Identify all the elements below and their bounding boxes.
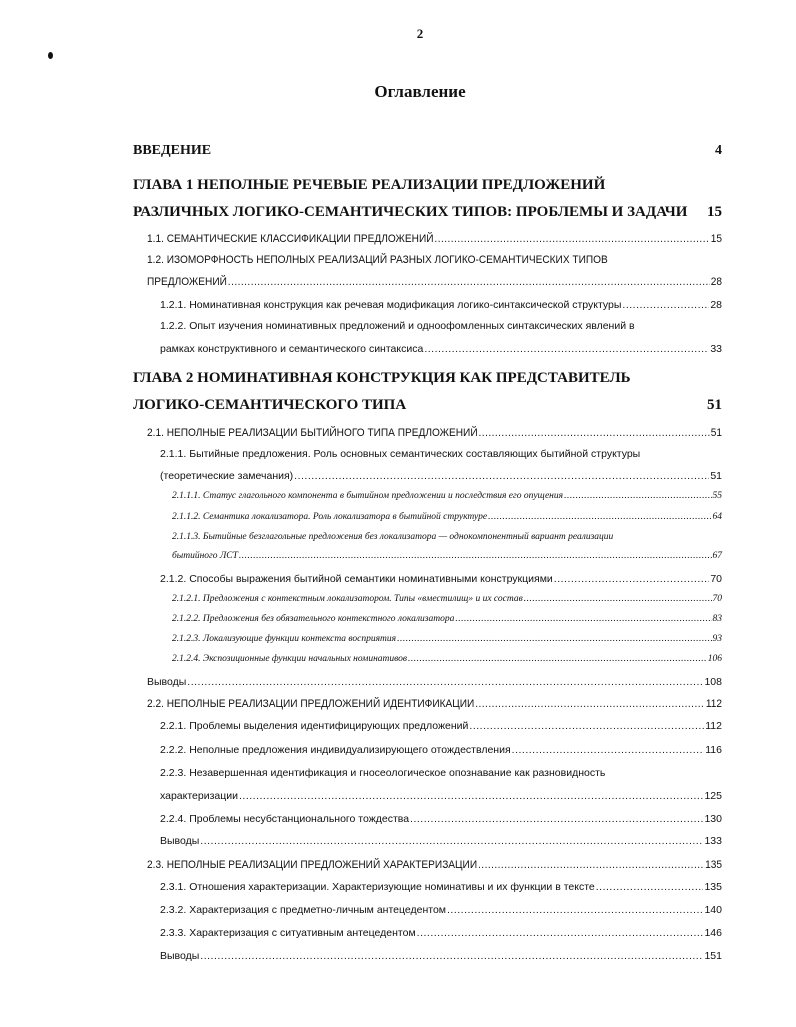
toc-entry-text: 2.1.1.2. Семантика локализатора. Роль локализатора в бытийной структуре: [172, 512, 488, 522]
toc-entry: [147, 699, 722, 710]
toc-entry-text: 1.2.2. Опыт изучения номинативных предложений и одноофомленных синтаксических явлений в: [160, 320, 635, 332]
toc-entry-text: ВВЕДЕНИЕ: [133, 143, 212, 158]
dot-leader: [596, 882, 704, 893]
toc-page-number: 15: [710, 233, 722, 245]
toc-entry-text: (теоретические замечания): [160, 470, 294, 482]
toc-entry: [147, 677, 722, 688]
toc-entry-text: Выводы: [160, 950, 200, 962]
toc-entry: [172, 552, 722, 562]
dot-leader: [239, 552, 712, 562]
toc-page-number: 112: [705, 720, 722, 732]
toc-page-number: 51: [710, 427, 722, 439]
toc-entry-text: 1.2.1. Номинативная конструкция как речевая модификация логико-синтаксической структуры: [160, 299, 622, 311]
toc-entry: [160, 300, 722, 311]
toc-entry-text: бытийного ЛСТ: [172, 551, 238, 561]
toc-entry: [160, 344, 722, 355]
toc-entry: [160, 321, 722, 332]
toc-entry: [147, 255, 722, 266]
toc-entry: [160, 768, 722, 779]
dot-leader: [455, 615, 711, 625]
dot-leader: [469, 721, 704, 732]
toc-page-number: 133: [704, 835, 722, 847]
toc-entry: [160, 951, 722, 962]
toc-entry-text: 2.2.4. Проблемы несубстанционального тождества: [160, 813, 410, 825]
toc-entry-text: 2.3.3. Характеризация с ситуативным антецедентом: [160, 927, 416, 939]
dot-leader: [512, 745, 705, 756]
dot-leader: [228, 277, 710, 288]
toc-entry-text: 2.1.2.2. Предложения без обязательного контекстного локализатора: [172, 614, 455, 624]
toc-entry-text: Выводы: [147, 676, 187, 688]
toc-page-number: 67: [712, 551, 722, 561]
dot-leader: [554, 574, 710, 585]
dot-leader: [564, 492, 711, 502]
toc-entry-text: 2.1. НЕПОЛНЫЕ РЕАЛИЗАЦИИ БЫТИЙНОГО ТИПА ПРЕДЛОЖЕНИЙ: [147, 427, 478, 439]
toc-entry: [160, 574, 722, 585]
dot-leader: [488, 513, 711, 523]
dot-leader: [524, 595, 712, 605]
toc-entry-text: 2.2. НЕПОЛНЫЕ РЕАЛИЗАЦИИ ПРЕДЛОЖЕНИЙ ИДЕНТИФИКАЦИИ: [147, 698, 475, 710]
dot-leader: [397, 635, 711, 645]
toc-entry-text: 1.2. ИЗОМОРФНОСТЬ НЕПОЛНЫХ РЕАЛИЗАЦИЙ РАЗНЫХ ЛОГИКО-СЕМАНТИЧЕСКИХ ТИПОВ: [147, 254, 608, 266]
scan-speck: [48, 52, 53, 59]
toc-entry-text: 2.3. НЕПОЛНЫЕ РЕАЛИЗАЦИИ ПРЕДЛОЖЕНИЙ ХАРАКТЕРИЗАЦИИ: [147, 859, 478, 871]
toc-page-number: 93: [712, 634, 722, 644]
toc-entry-text: 2.2.2. Неполные предложения индивидуализирующего отождествления: [160, 744, 511, 756]
toc-entry-text: 2.1.1.1. Статус глагольного компонента в бытийном предложении и последствия его опущения: [172, 491, 564, 501]
toc-title: Оглавление: [374, 82, 466, 101]
toc-page-number: 108: [704, 676, 722, 688]
toc-page-number: 125: [704, 790, 722, 802]
toc-page-number: 151: [704, 950, 722, 962]
toc-page-number: 33: [710, 343, 722, 355]
toc-page-number: 135: [704, 881, 722, 893]
dot-leader: [294, 471, 709, 482]
toc-page-number: 28: [710, 276, 722, 288]
toc-entry: [133, 398, 722, 413]
dot-leader: [475, 699, 705, 710]
toc-entry-text: 2.2.1. Проблемы выделения идентифицирующих предложений: [160, 720, 469, 732]
toc-entry-text: ПРЕДЛОЖЕНИЙ: [147, 276, 227, 288]
dot-leader: [434, 234, 709, 245]
toc-page-number: 112: [705, 698, 722, 710]
dot-leader: [447, 905, 703, 916]
toc-entry: [147, 428, 722, 439]
toc-entry-text: РАЗЛИЧНЫХ ЛОГИКО-СЕМАНТИЧЕСКИХ ТИПОВ: ПРОБЛЕМЫ И ЗАДАЧИ: [133, 204, 688, 220]
toc-entry: [160, 928, 722, 939]
dot-leader: [622, 300, 709, 311]
dot-leader: [410, 814, 703, 825]
dot-leader: [478, 860, 704, 871]
toc-page-number: 116: [705, 744, 722, 756]
toc-entry-text: 1.1. СЕМАНТИЧЕСКИЕ КЛАССИФИКАЦИИ ПРЕДЛОЖЕНИЙ: [147, 233, 434, 245]
toc-entry-text: Выводы: [160, 835, 200, 847]
toc-entry: [172, 492, 722, 502]
toc-page-number: 4: [715, 143, 722, 158]
toc-page-number: 70: [710, 573, 722, 585]
toc-entry: [160, 836, 722, 847]
toc-entry-text: ГЛАВА 2 НОМИНАТИВНАЯ КОНСТРУКЦИЯ КАК ПРЕДСТАВИТЕЛЬ: [133, 370, 631, 386]
dot-leader: [479, 428, 710, 439]
toc-entry: [160, 882, 722, 893]
dot-leader: [200, 951, 703, 962]
dot-leader: [200, 836, 703, 847]
toc-entry: [147, 860, 722, 871]
toc-entry-text: 2.1.1. Бытийные предложения. Роль основных семантических составляющих бытийной структуры: [160, 448, 641, 460]
page-number: 2: [416, 26, 424, 41]
toc-entry: [160, 791, 722, 802]
toc-page-number: 64: [712, 512, 722, 522]
toc-entry-text: 2.1.2.3. Локализующие функции контекста восприятия: [172, 634, 397, 644]
toc-entry-text: 2.1.2.4. Экспозиционные функции начальных номинативов: [172, 654, 408, 664]
toc-page-number: 146: [704, 927, 722, 939]
toc-entry: [160, 471, 722, 482]
toc-page-number: 51: [710, 470, 722, 482]
toc-entry: [133, 371, 722, 386]
toc-entry: [160, 814, 722, 825]
dot-leader: [239, 791, 703, 802]
toc-entry-text: ЛОГИКО-СЕМАНТИЧЕСКОГО ТИПА: [133, 397, 407, 413]
toc-page-number: 70: [712, 594, 722, 604]
toc-entry-text: характеризации: [160, 790, 238, 802]
toc-entry: [133, 144, 722, 158]
toc-entry: [160, 721, 722, 732]
toc-entry-text: рамках конструктивного и семантического синтаксиса: [160, 343, 424, 355]
toc-entry: [147, 234, 722, 245]
toc-entry-text: 2.2.3. Незавершенная идентификация и гносеологическое опознавание как разновидность: [160, 767, 606, 779]
toc-page-number: 106: [707, 654, 722, 664]
dot-leader: [424, 344, 709, 355]
toc-entry: [172, 513, 722, 523]
toc-entry-text: ГЛАВА 1 НЕПОЛНЫЕ РЕЧЕВЫЕ РЕАЛИЗАЦИИ ПРЕДЛОЖЕНИЙ: [133, 177, 606, 193]
toc-page-number: 15: [707, 204, 722, 220]
toc-entry-text: 2.1.2.1. Предложения с контекстным локализатором. Типы «вместилищ» и их состав: [172, 594, 523, 604]
toc-entry: [172, 595, 722, 605]
dot-leader: [187, 677, 703, 688]
toc-page-number: 55: [712, 491, 722, 501]
toc-entry-text: 2.3.1. Отношения характеризации. Характеризующие номинативы и их функции в тексте: [160, 881, 595, 893]
toc-entry-text: 2.1.2. Способы выражения бытийной семантики номинативными конструкциями: [160, 573, 553, 585]
toc-entry: [172, 655, 722, 665]
toc-entry: [172, 635, 722, 645]
toc-entry-text: 2.3.2. Характеризация с предметно-личным антецедентом: [160, 904, 447, 916]
toc-entry: [147, 277, 722, 288]
dot-leader: [417, 928, 704, 939]
toc-page-number: 135: [705, 859, 722, 871]
toc-entry: [172, 533, 722, 543]
toc-entry: [172, 615, 722, 625]
toc-page-number: 140: [704, 904, 722, 916]
toc-page-number: 83: [712, 614, 722, 624]
toc-entry: [160, 905, 722, 916]
toc-entry-text: 2.1.1.3. Бытийные безглагольные предложения без локализатора — однокомпонентный вариант реализации: [172, 532, 614, 542]
toc-entry: [133, 178, 722, 193]
dot-leader: [408, 655, 707, 665]
toc-entry: [160, 449, 722, 460]
toc-page-number: 28: [710, 299, 722, 311]
toc-page-number: 130: [704, 813, 722, 825]
toc-entry: [133, 205, 722, 220]
toc-entry: [160, 745, 722, 756]
toc-page-number: 51: [707, 397, 722, 413]
